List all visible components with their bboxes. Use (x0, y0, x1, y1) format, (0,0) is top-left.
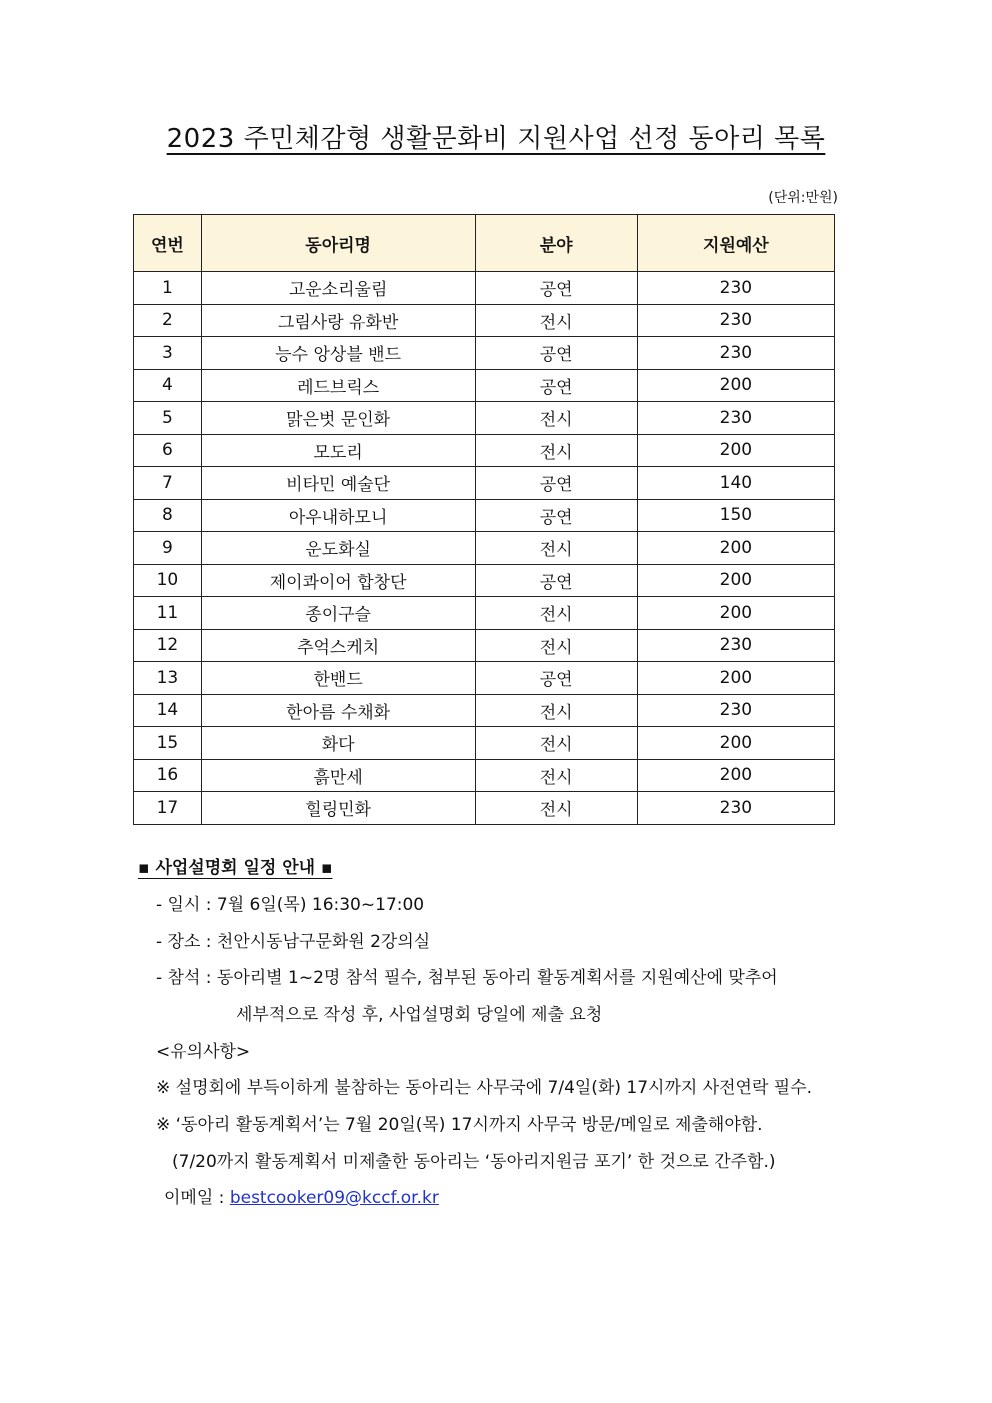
cell-field: 전시 (475, 304, 637, 337)
cell-field: 공연 (475, 272, 637, 305)
cell-field: 공연 (475, 564, 637, 597)
notice-attend-1: - 참석 : 동아리별 1~2명 참석 필수, 첨부된 동아리 활동계획서를 지원예산에 맞추어 (156, 968, 778, 988)
cell-budget: 200 (637, 564, 834, 597)
cell-budget: 200 (637, 759, 834, 792)
table-row (134, 759, 835, 792)
cell-no: 3 (134, 337, 202, 370)
cell-no: 17 (134, 792, 202, 825)
table-row (134, 792, 835, 825)
cell-budget: 200 (637, 532, 834, 565)
email-line (164, 1183, 439, 1208)
cell-no: 7 (134, 467, 202, 500)
cell-club-name: 화다 (201, 727, 475, 760)
cell-no: 4 (134, 369, 202, 402)
header-club-name: 동아리명 (201, 215, 475, 272)
cell-no: 13 (134, 662, 202, 695)
cell-no: 5 (134, 402, 202, 435)
document-title-text: 2023 주민체감형 생활문화비 지원사업 선정 동아리 목록 (166, 124, 826, 154)
cell-club-name: 능수 앙상블 밴드 (201, 337, 475, 370)
cell-no: 11 (134, 597, 202, 630)
cell-field: 전시 (475, 727, 637, 760)
cell-club-name: 운도화실 (201, 532, 475, 565)
cell-club-name: 추억스케치 (201, 629, 475, 662)
club-table (133, 214, 835, 825)
cell-budget: 200 (637, 434, 834, 467)
table-row (134, 694, 835, 727)
caution-3: (7/20까지 활동계획서 미제출한 동아리는 ‘동아리지원금 포기’ 한 것으로 간주함.) (172, 1152, 776, 1172)
cell-club-name: 모도리 (201, 434, 475, 467)
cell-club-name: 종이구슬 (201, 597, 475, 630)
caution-1: ※ 설명회에 부득이하게 불참하는 동아리는 사무국에 7/4일(화) 17시까지 사전연락 필수. (156, 1078, 813, 1098)
cell-club-name: 제이콰이어 합창단 (201, 564, 475, 597)
caution-2: ※ ‘동아리 활동계획서’는 7월 20일(목) 17시까지 사무국 방문/메일로 제출해야함. (156, 1115, 763, 1135)
cell-field: 공연 (475, 467, 637, 500)
table-row (134, 499, 835, 532)
cell-field: 전시 (475, 629, 637, 662)
cell-no: 10 (134, 564, 202, 597)
cell-no: 15 (134, 727, 202, 760)
cell-no: 6 (134, 434, 202, 467)
cell-budget: 200 (637, 597, 834, 630)
cell-budget: 230 (637, 402, 834, 435)
cell-budget: 140 (637, 467, 834, 500)
cell-budget: 230 (637, 694, 834, 727)
cell-field: 전시 (475, 434, 637, 467)
cell-budget: 230 (637, 304, 834, 337)
cell-field: 공연 (475, 337, 637, 370)
header-no: 연번 (134, 215, 202, 272)
cell-field: 전시 (475, 402, 637, 435)
cell-budget: 230 (637, 272, 834, 305)
table-row (134, 532, 835, 565)
caution-heading: <유의사항> (156, 1042, 251, 1062)
notice-attend-2: 세부적으로 작성 후, 사업설명회 당일에 제출 요청 (236, 1005, 603, 1025)
cell-budget: 200 (637, 369, 834, 402)
cell-club-name: 아우내하모니 (201, 499, 475, 532)
table-body (134, 272, 835, 825)
table-row (134, 564, 835, 597)
table-row (134, 304, 835, 337)
cell-field: 공연 (475, 499, 637, 532)
cell-field: 전시 (475, 792, 637, 825)
table-row (134, 369, 835, 402)
header-field: 분야 (475, 215, 637, 272)
cell-field: 전시 (475, 694, 637, 727)
cell-no: 1 (134, 272, 202, 305)
notice-place: - 장소 : 천안시동남구문화원 2강의실 (156, 932, 431, 952)
cell-field: 공연 (475, 369, 637, 402)
cell-no: 2 (134, 304, 202, 337)
cell-field: 전시 (475, 759, 637, 792)
email-link[interactable]: bestcooker09@kccf.or.kr (229, 1188, 439, 1208)
table-header-row (134, 215, 835, 272)
cell-budget: 200 (637, 662, 834, 695)
document-title (0, 118, 992, 155)
notice-date: - 일시 : 7월 6일(목) 16:30~17:00 (156, 895, 425, 915)
table-row (134, 629, 835, 662)
cell-club-name: 힐링민화 (201, 792, 475, 825)
cell-club-name: 레드브릭스 (201, 369, 475, 402)
cell-field: 전시 (475, 597, 637, 630)
table-row (134, 662, 835, 695)
cell-club-name: 맑은벗 문인화 (201, 402, 475, 435)
cell-no: 12 (134, 629, 202, 662)
cell-budget: 230 (637, 629, 834, 662)
cell-no: 14 (134, 694, 202, 727)
table-row (134, 597, 835, 630)
table-row (134, 434, 835, 467)
table-row (134, 467, 835, 500)
table-row (134, 402, 835, 435)
cell-budget: 200 (637, 727, 834, 760)
table-row (134, 727, 835, 760)
cell-budget: 230 (637, 792, 834, 825)
cell-club-name: 고운소리울림 (201, 272, 475, 305)
cell-no: 9 (134, 532, 202, 565)
cell-club-name: 한아름 수채화 (201, 694, 475, 727)
cell-no: 16 (134, 759, 202, 792)
unit-label: (단위:만원) (768, 190, 838, 206)
notice-heading: ▪ 사업설명회 일정 안내 ▪ (138, 858, 333, 878)
email-label: 이메일 : (164, 1188, 230, 1208)
cell-club-name: 흙만세 (201, 759, 475, 792)
cell-club-name: 그림사랑 유화반 (201, 304, 475, 337)
cell-club-name: 비타민 예술단 (201, 467, 475, 500)
cell-no: 8 (134, 499, 202, 532)
header-budget: 지원예산 (637, 215, 834, 272)
table-row (134, 272, 835, 305)
cell-field: 전시 (475, 532, 637, 565)
cell-budget: 150 (637, 499, 834, 532)
cell-club-name: 한밴드 (201, 662, 475, 695)
cell-field: 공연 (475, 662, 637, 695)
cell-budget: 230 (637, 337, 834, 370)
table-row (134, 337, 835, 370)
